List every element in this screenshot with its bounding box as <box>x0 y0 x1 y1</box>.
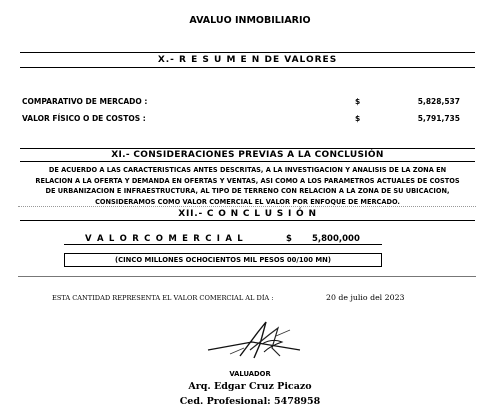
statement-date: 20 de julio del 2023 <box>326 293 405 302</box>
section-x-title: X.- R E S U M E N DE VALORES <box>157 55 338 65</box>
amount-words-box <box>64 253 382 267</box>
signer-name: Arq. Edgar Cruz Picazo <box>188 381 312 392</box>
commercial-value-underline <box>64 244 382 245</box>
considerations-line: RELACION A LA OFERTA Y DEMANDA EN OFERTAS Y VENTAS, ASI COMO A LOS PARAMETROS ACTUALES DE COSTOS <box>35 176 460 185</box>
amount-in-words: (CINCO MILLONES OCHOCIENTOS MIL PESOS 00/100 MN) <box>115 256 331 264</box>
considerations-line: DE ACUERDO A LAS CARACTERISTICAS ANTES DESCRITAS, A LA INVESTIGACION Y ANALISIS DE LA ZONA EN <box>48 166 447 174</box>
summary-row-currency: $ <box>355 97 361 106</box>
considerations-line: DE URBANIZACION E INFRAESTRUCTURA, AL TIPO DE TERRENO CON RELACION A LA ZONA DE SU UBICACION, <box>45 187 450 195</box>
section-xi-top-rule <box>20 148 475 149</box>
summary-row-label: COMPARATIVO DE MERCADO : <box>22 97 148 106</box>
handwritten-signature-icon <box>200 318 320 366</box>
section-x-bottom-rule <box>20 67 475 68</box>
document-title: AVALUO INMOBILIARIO <box>189 15 311 26</box>
commercial-value-label: V A L O R C O M E R C I A L <box>85 234 244 244</box>
section-divider <box>18 276 476 277</box>
signer-license: Ced. Profesional: 5478958 <box>179 396 321 407</box>
section-xii-bottom-rule <box>20 220 475 221</box>
summary-row-amount: 5,791,735 <box>417 114 460 123</box>
signer-role: VALUADOR <box>229 370 271 378</box>
summary-row-currency: $ <box>355 114 361 123</box>
commercial-value-amount: 5,800,000 <box>312 234 360 244</box>
section-xi-title: XI.- CONSIDERACIONES PREVIAS A LA CONCLUSIÓN <box>111 150 384 160</box>
considerations-paragraph <box>20 165 475 207</box>
section-xii-title: XII.- C O N C L U S I Ó N <box>178 209 317 219</box>
considerations-divider <box>18 206 476 207</box>
statement-text: ESTA CANTIDAD REPRESENTA EL VALOR COMERCIAL AL DÍA : <box>52 294 274 302</box>
section-x-top-rule <box>20 52 475 53</box>
commercial-value-currency: $ <box>286 234 292 244</box>
section-xi-bottom-rule <box>20 161 475 162</box>
summary-row-amount: 5,828,537 <box>417 97 460 106</box>
considerations-line: CONSIDERAMOS COMO VALOR COMERCIAL EL VALOR POR ENFOQUE DE MERCADO. <box>95 197 400 206</box>
summary-row-label: VALOR FÍSICO O DE COSTOS : <box>22 114 146 123</box>
